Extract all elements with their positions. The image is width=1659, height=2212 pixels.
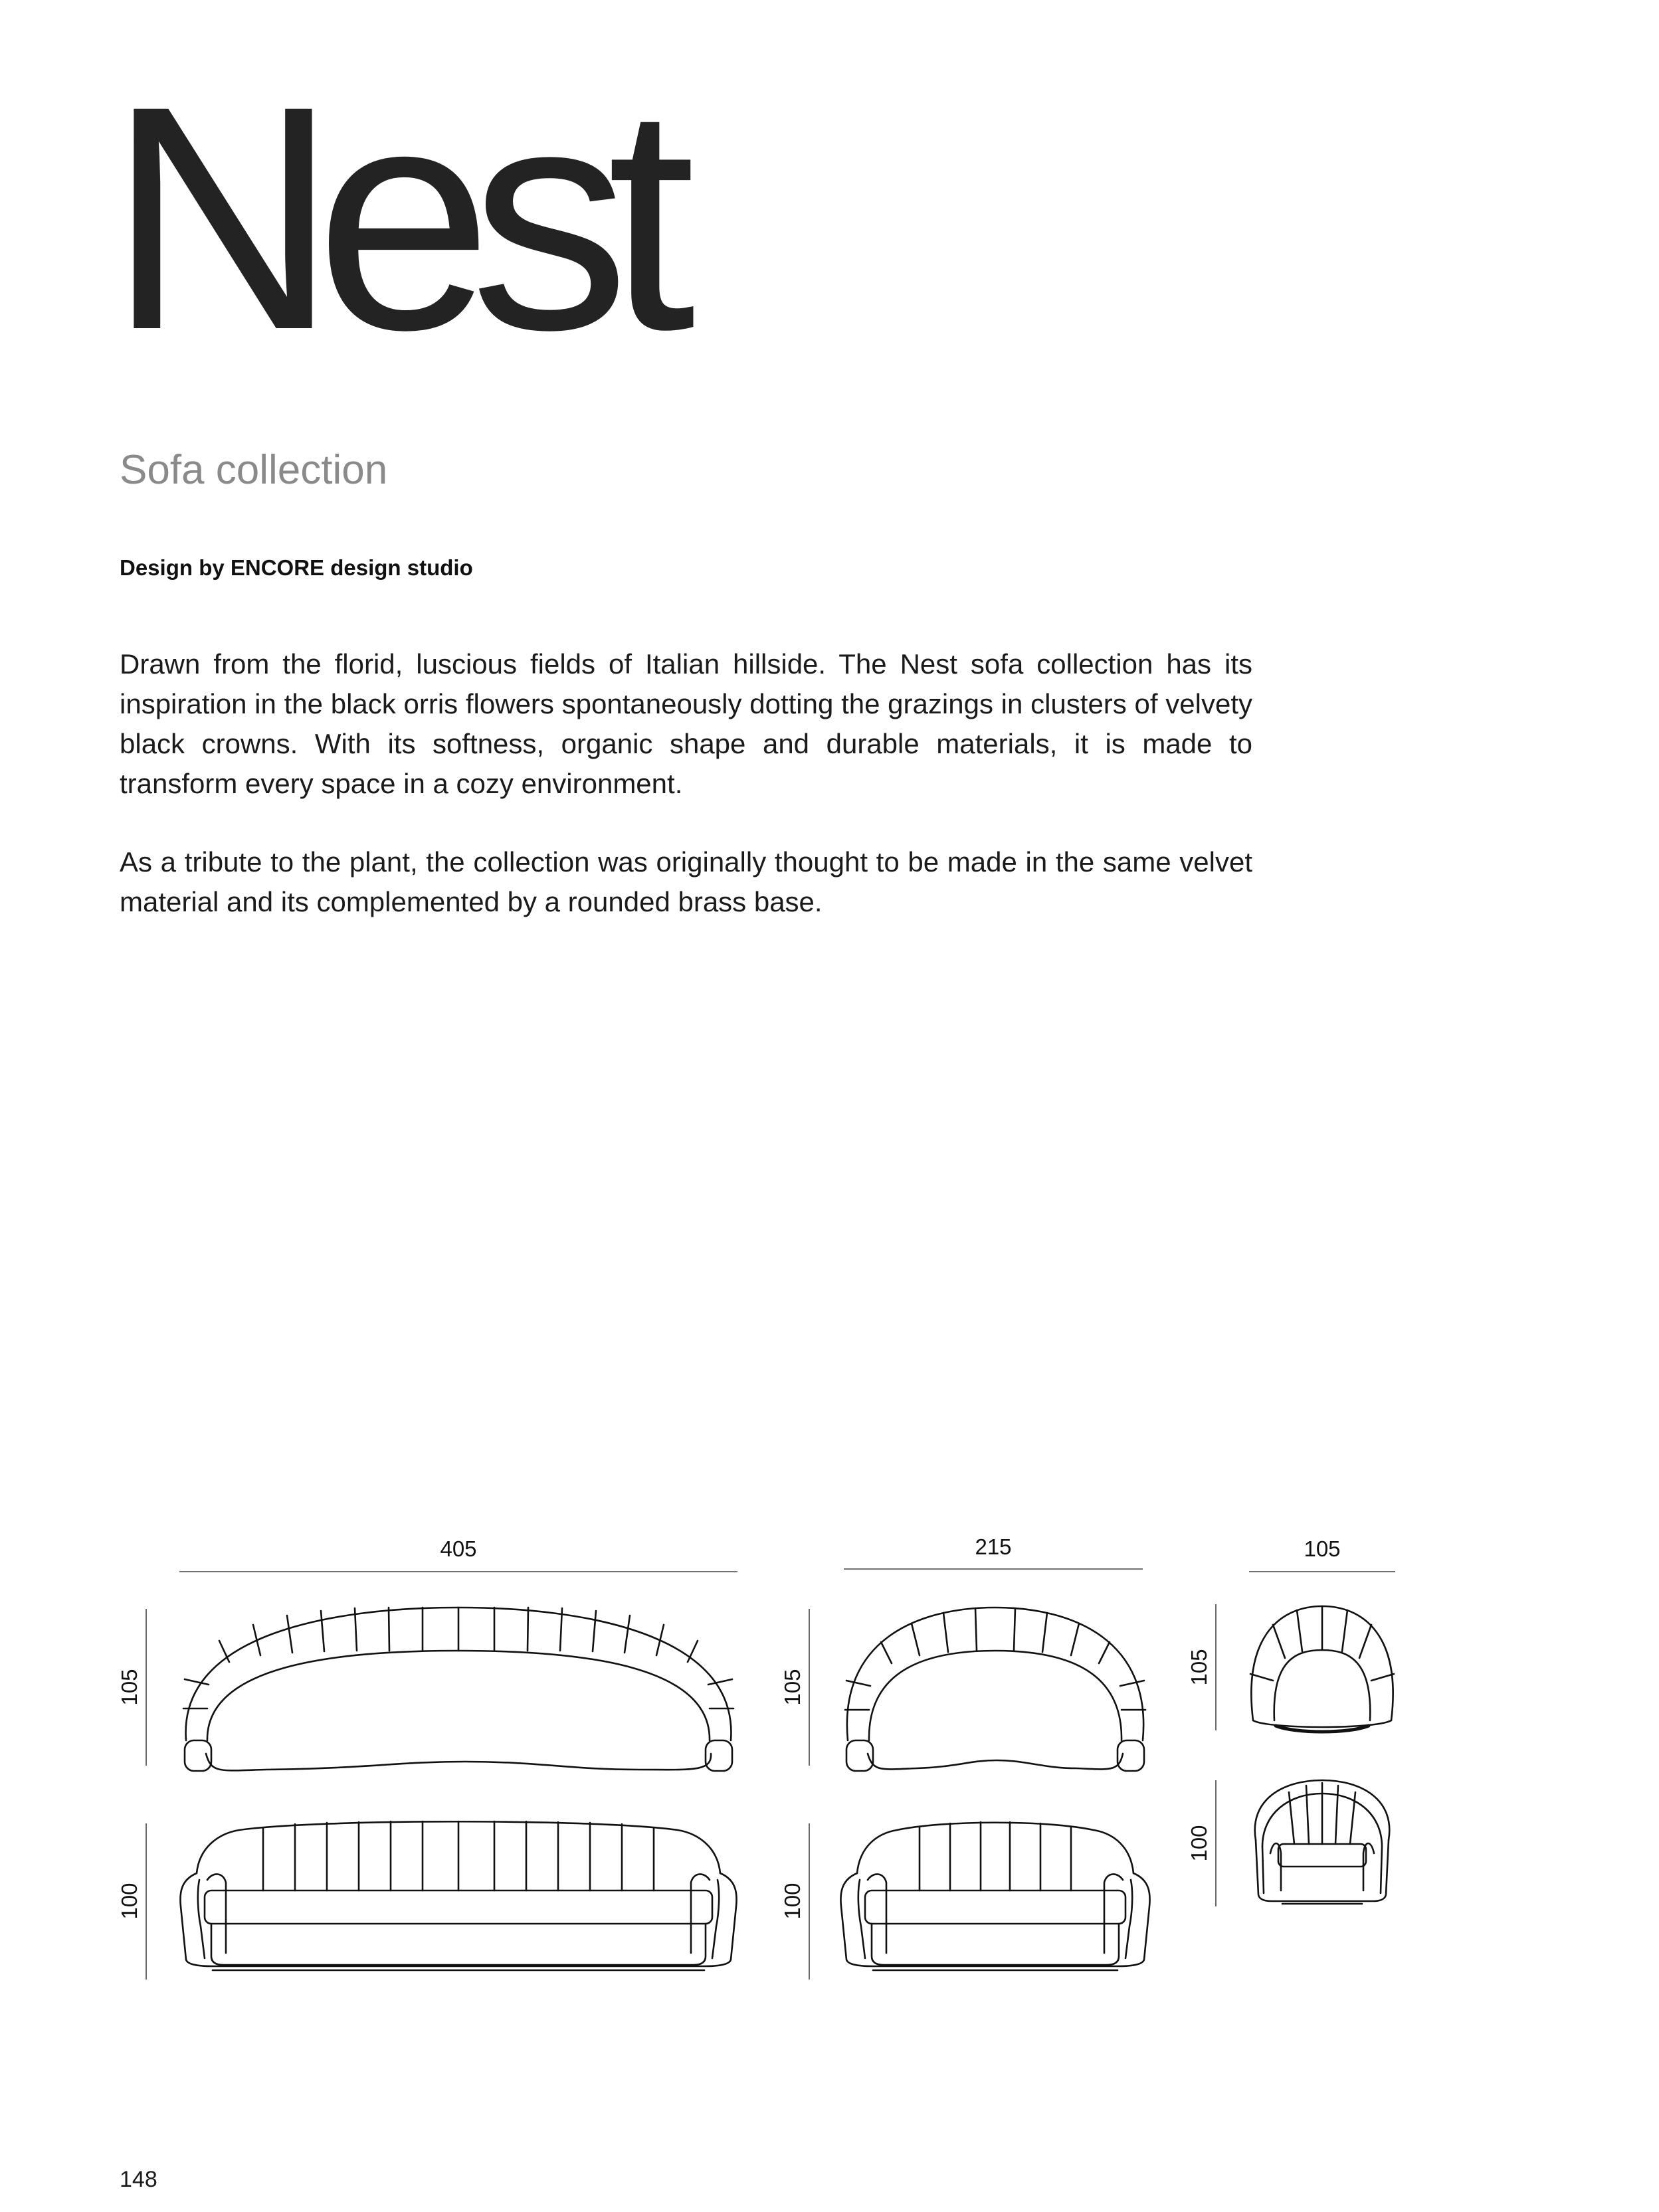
sofa-small-width-label: 215: [975, 1534, 1012, 1559]
sofa-large-drawing: [117, 1536, 737, 1980]
armchair-top-view: [1250, 1606, 1394, 1732]
armchair-depth-label: 105: [1187, 1649, 1211, 1686]
armchair-drawing: [1187, 1536, 1395, 1906]
design-credit: Design by ENCORE design studio: [120, 555, 473, 580]
sofa-large-height-label: 100: [117, 1883, 142, 1920]
sofa-large-front-view: [180, 1821, 736, 1970]
sofa-large-depth-label: 105: [117, 1669, 142, 1706]
armchair-front-view: [1255, 1780, 1390, 1904]
collection-subtitle: Sofa collection: [120, 447, 388, 493]
sofa-small-height-label: 100: [780, 1883, 805, 1920]
description-paragraph-2: As a tribute to the plant, the collection was originally thought to be made in the same velvet material and its complemented by a rounded brass base.: [120, 846, 1252, 917]
sofa-large-width-label: 405: [440, 1536, 477, 1561]
page-title: Nest: [108, 39, 673, 396]
sofa-small-drawing: [780, 1534, 1150, 1980]
sofa-small-top-view: [845, 1608, 1145, 1771]
sofa-small-front-view: [840, 1822, 1149, 1970]
description-paragraph-1: Drawn from the florid, luscious fields of Italian hillside. The Nest sofa collection has its inspiration in the black orris flowers spontaneously dotting the grazings in clusters of velvety black crowns. With its softness, organic shape and durable materials, it is made to transform every space in a cozy environment.: [120, 648, 1252, 799]
sofa-large-top-view: [183, 1608, 733, 1771]
page-number: 148: [120, 2167, 157, 2192]
sofa-small-depth-label: 105: [780, 1669, 805, 1706]
armchair-height-label: 100: [1187, 1825, 1211, 1862]
armchair-width-label: 105: [1304, 1536, 1341, 1561]
